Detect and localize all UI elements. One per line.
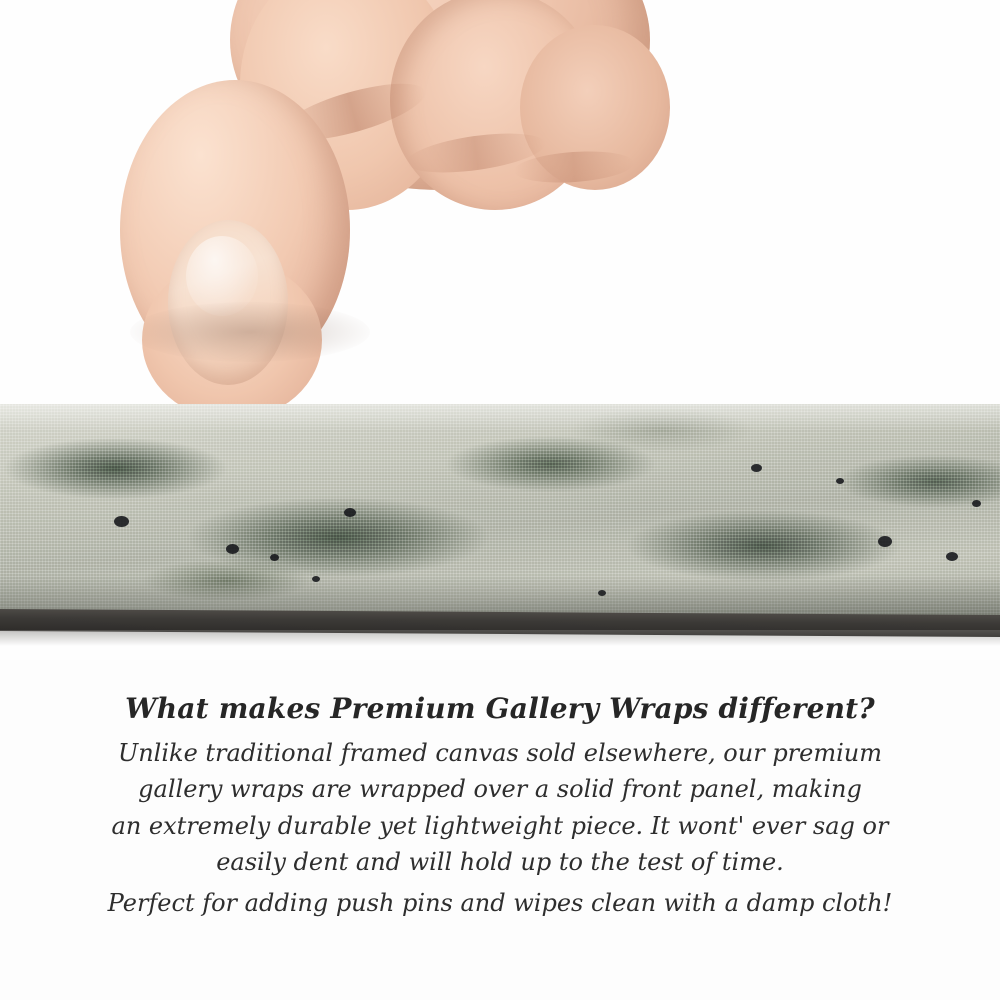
texture-speck <box>972 500 981 507</box>
texture-speck <box>836 478 844 484</box>
panel-shadow <box>0 630 1000 646</box>
caption-line: gallery wraps are wrapped over a solid front panel, making <box>138 775 862 804</box>
texture-speck <box>878 536 892 547</box>
hand-icon <box>90 0 650 440</box>
canvas-top-highlight <box>0 404 1000 430</box>
texture-speck <box>114 516 129 527</box>
caption-block <box>0 692 1000 921</box>
caption-line: easily dent and will hold up to the test of time. <box>216 848 784 877</box>
contact-shadow <box>130 302 370 362</box>
caption-body <box>0 735 1000 921</box>
canvas-edge-icon <box>0 404 1000 619</box>
texture-speck <box>226 544 239 554</box>
texture-speck <box>344 508 356 517</box>
caption-line: Unlike traditional framed canvas sold elsewhere, our premium <box>117 739 882 767</box>
caption-line: an extremely durable yet lightweight piece. It wont' ever sag or <box>111 811 889 840</box>
texture-speck <box>751 464 762 472</box>
texture-speck <box>946 552 958 561</box>
caption-line: Perfect for adding push pins and wipes clean with a damp cloth! <box>107 888 893 917</box>
texture-speck <box>270 554 279 561</box>
caption-heading: What makes Premium Gallery Wraps different? <box>125 692 875 725</box>
